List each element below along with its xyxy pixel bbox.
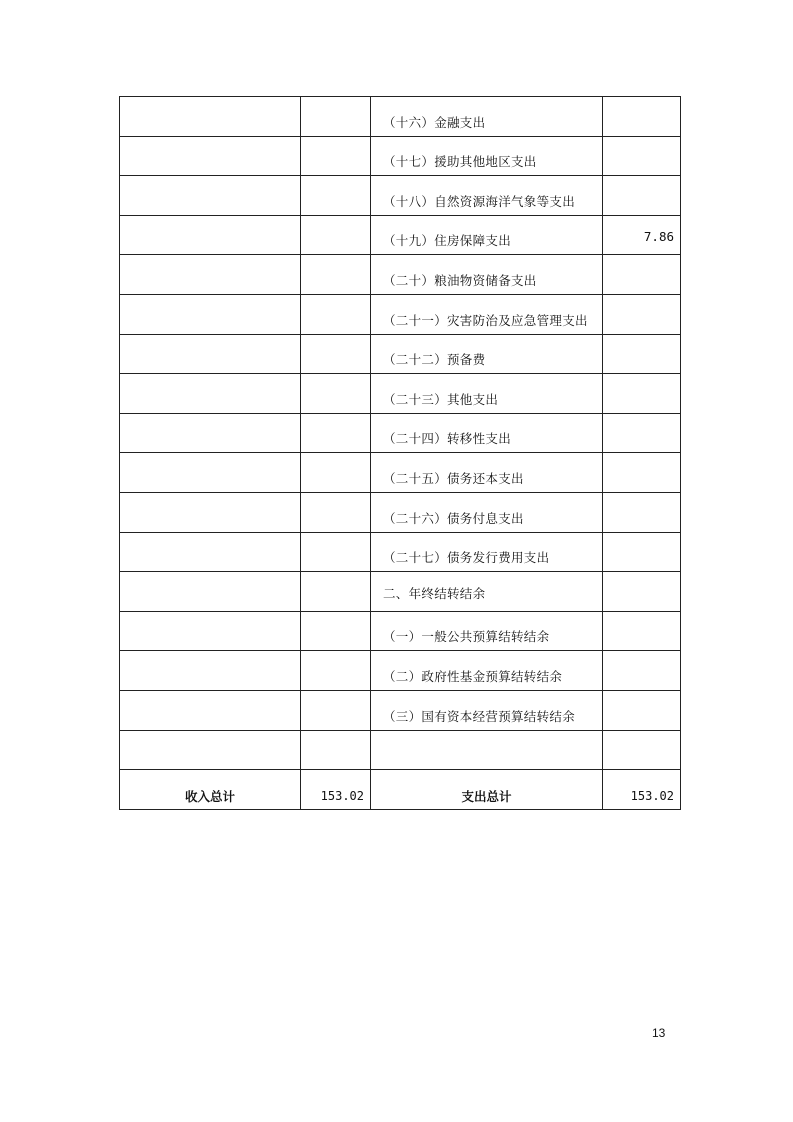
table-row [120, 651, 681, 691]
income-value-cell [301, 136, 371, 176]
income-value-cell [301, 374, 371, 414]
income-item-cell [120, 532, 301, 572]
expense-item-cell: （十九）住房保障支出 [371, 215, 603, 255]
table-row [120, 572, 681, 612]
table-row [120, 730, 681, 770]
income-total-label: 收入总计 [120, 770, 301, 810]
expense-item-cell: （二十二）预备费 [371, 334, 603, 374]
income-value-cell [301, 176, 371, 216]
expense-item-cell: （十八）自然资源海洋气象等支出 [371, 176, 603, 216]
income-item-cell [120, 334, 301, 374]
expense-item-cell: （二十一）灾害防治及应急管理支出 [371, 294, 603, 334]
expense-item-cell: （十七）援助其他地区支出 [371, 136, 603, 176]
table-row [120, 492, 681, 532]
expense-section-cell: 二、年终结转结余 [371, 572, 603, 612]
expense-value-cell [603, 611, 681, 651]
expense-item-cell: （二十三）其他支出 [371, 374, 603, 414]
expense-value-cell [603, 97, 681, 137]
income-value-cell [301, 334, 371, 374]
income-item-cell [120, 651, 301, 691]
income-item-cell [120, 255, 301, 295]
expense-item-cell: （二）政府性基金预算结转结余 [371, 651, 603, 691]
expense-value-cell [603, 453, 681, 493]
table-row [120, 97, 681, 137]
table-row [120, 176, 681, 216]
expense-item-cell: （一）一般公共预算结转结余 [371, 611, 603, 651]
income-item-cell [120, 690, 301, 730]
income-item-cell [120, 453, 301, 493]
expense-total-label: 支出总计 [371, 770, 603, 810]
expense-item-cell: （二十四）转移性支出 [371, 413, 603, 453]
expense-value-cell [603, 294, 681, 334]
totals-row [120, 770, 681, 810]
income-item-cell [120, 572, 301, 612]
expense-value-cell [603, 334, 681, 374]
expense-item-cell [371, 730, 603, 770]
income-value-cell [301, 97, 371, 137]
income-item-cell [120, 374, 301, 414]
expense-item-cell: （十六）金融支出 [371, 97, 603, 137]
income-item-cell [120, 413, 301, 453]
income-item-cell [120, 294, 301, 334]
expense-value-cell [603, 255, 681, 295]
expense-value-cell: 7.86 [603, 215, 681, 255]
income-value-cell [301, 413, 371, 453]
budget-table [119, 96, 681, 810]
table-row [120, 294, 681, 334]
expense-value-cell [603, 136, 681, 176]
table-row [120, 334, 681, 374]
expense-value-cell [603, 532, 681, 572]
table-row [120, 374, 681, 414]
income-value-cell [301, 294, 371, 334]
expense-value-cell [603, 492, 681, 532]
expense-value-cell [603, 690, 681, 730]
table-row [120, 453, 681, 493]
income-value-cell [301, 690, 371, 730]
income-total-value: 153.02 [301, 770, 371, 810]
income-value-cell [301, 572, 371, 612]
table-row [120, 611, 681, 651]
expense-total-value: 153.02 [603, 770, 681, 810]
income-value-cell [301, 651, 371, 691]
income-item-cell [120, 730, 301, 770]
income-item-cell [120, 215, 301, 255]
income-value-cell [301, 492, 371, 532]
table-row [120, 413, 681, 453]
expense-value-cell [603, 374, 681, 414]
table-row [120, 690, 681, 730]
expense-value-cell [603, 651, 681, 691]
income-value-cell [301, 255, 371, 295]
expense-item-cell: （二十）粮油物资储备支出 [371, 255, 603, 295]
income-item-cell [120, 492, 301, 532]
expense-value-cell [603, 730, 681, 770]
income-item-cell [120, 136, 301, 176]
income-item-cell [120, 611, 301, 651]
expense-item-cell: （二十五）债务还本支出 [371, 453, 603, 493]
expense-item-cell: （三）国有资本经营预算结转结余 [371, 690, 603, 730]
table-row [120, 255, 681, 295]
expense-value-cell [603, 413, 681, 453]
table-row [120, 136, 681, 176]
income-value-cell [301, 611, 371, 651]
table-row [120, 532, 681, 572]
page-number: 13 [652, 1026, 666, 1040]
income-value-cell [301, 453, 371, 493]
expense-item-cell: （二十七）债务发行费用支出 [371, 532, 603, 572]
income-value-cell [301, 730, 371, 770]
expense-value-cell [603, 176, 681, 216]
table-row [120, 215, 681, 255]
expense-item-cell: （二十六）债务付息支出 [371, 492, 603, 532]
expense-value-cell [603, 572, 681, 612]
income-value-cell [301, 532, 371, 572]
income-value-cell [301, 215, 371, 255]
income-item-cell [120, 97, 301, 137]
income-item-cell [120, 176, 301, 216]
